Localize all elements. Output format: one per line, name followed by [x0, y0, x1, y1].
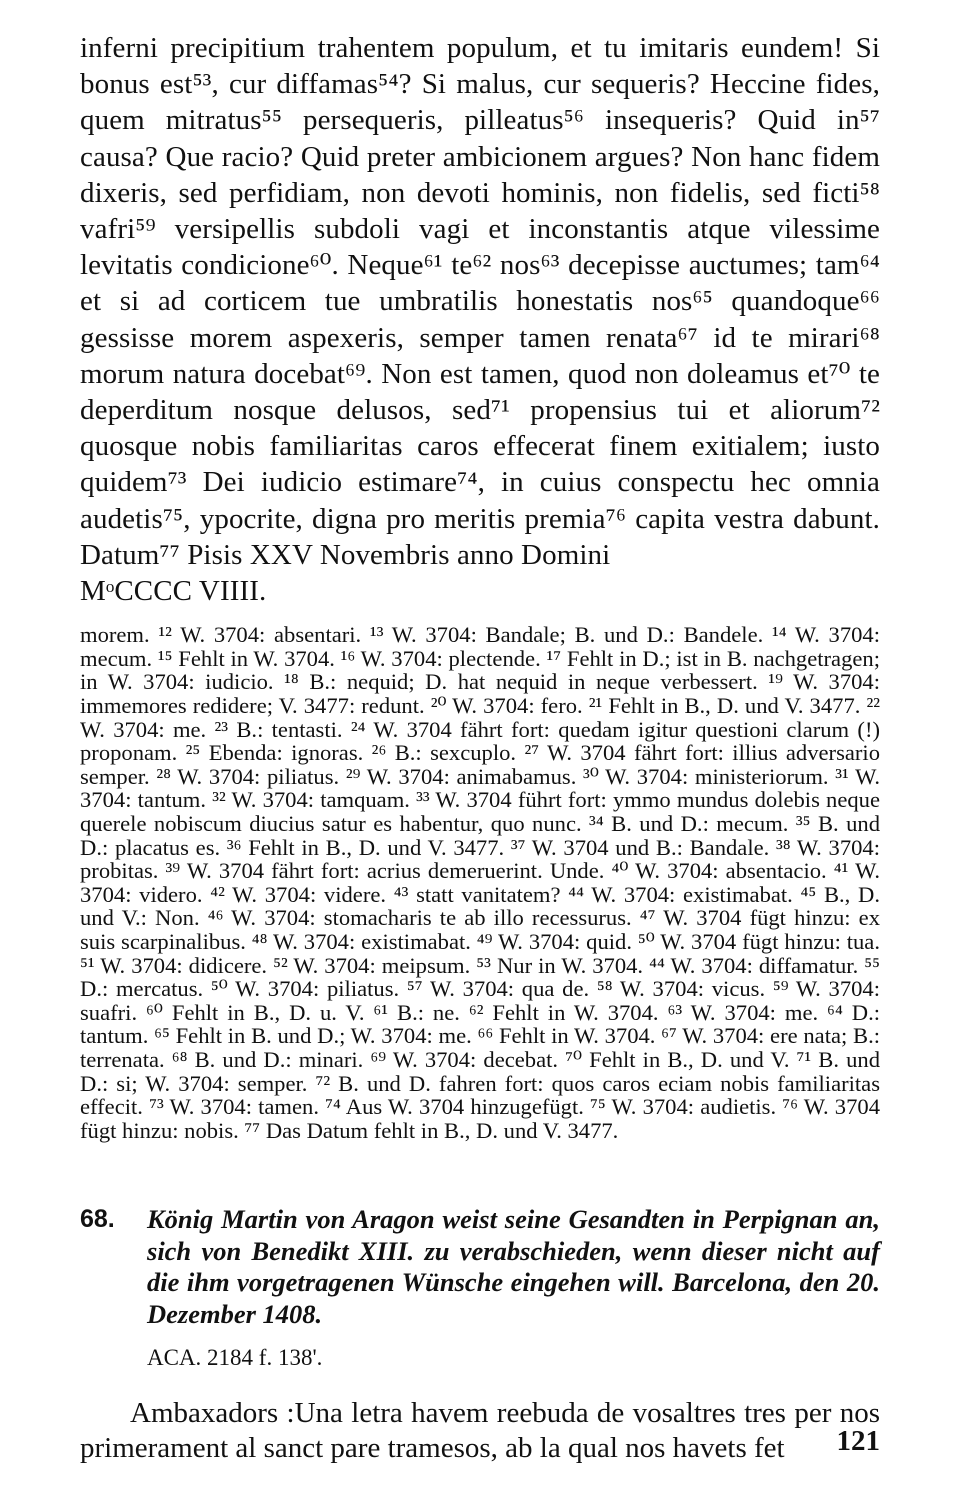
main-text [80, 30, 880, 609]
document-title: König Martin von Aragon weist seine Gesandten in Perpignan an, sich von Benedikt XIII. zu verabschieden, wenn dieser nicht auf die ihm vorgetragenen Wünsche eingehen will. Barcelona, den 20. Dezember 1408. [147, 1204, 880, 1329]
document-body-text: Ambaxadors :Una letra havem reebuda de vosaltres tres per nos primerament al sanct pare tramesos, ab la qual nos havets fet [80, 1397, 880, 1465]
document-number: 68. [80, 1205, 115, 1234]
document-body [80, 1396, 880, 1466]
document-source: ACA. 2184 f. 138'. [147, 1345, 323, 1371]
footnotes-text: morem. ¹² W. 3704: absentari. ¹³ W. 3704: Bandale; B. und D.: Bandele. ¹⁴ W. 3704: mecum. ¹⁵ Fehlt in W. 3704. ¹⁶ W. 3704: plectende. ¹⁷ Fehlt in D.; ist in B. nachgetragen; in W. 3704: iudicio. ¹⁸ B.: nequid; D. hat nequid in neque verbessert. ¹⁹ W. 3704: immemores redidere; V. 3477: redunt. ²⁰ W. 3704: fero. ²¹ Fehlt in B., D. und V. 3477. ²² W. 3704: me. ²³ B.: tentasti. ²⁴ W. 3704 fährt fort: quedam igitur questioni clarum (!) proponam. ²⁵ Ebenda: ignoras. ²⁶ B.: sexcuplo. ²⁷ W. 3704 fährt fort: illius adversario semper. ²⁸ W. 3704: piliatus. ²⁹ W. 3704: animabamus. ³⁰ W. 3704: ministeriorum. ³¹ W. 3704: tantum. ³² W. 3704: tamquam. ³³ W. 3704 führt fort: ymmo mundus dolebis neque querele nobiscum diucius satur es habentur, quo nunc. ³⁴ B. und D.: mecum. ³⁵ B. und D.: placatus es. ³⁶ Fehlt in B., D. und V. 3477. ³⁷ W. 3704 und B.: Bandale. ³⁸ W. 3704: probitas. ³⁹ W. 3704 fährt fort: acrius demeruerint. Unde. ⁴⁰ W. 3704: absentacio. ⁴¹ W. 3704: videro. ⁴² W. 3704: videre. ⁴³ statt vanitatem? ⁴⁴ W. 3704: existimabat. ⁴⁵ B., D. und V.: Non. ⁴⁶ W. 3704: stomacharis te ab illo recessurus. ⁴⁷ W. 3704 fügt hinzu: ex suis scarpinalibus. ⁴⁸ W. 3704: existimabat. ⁴⁹ W. 3704: quid. ⁵⁰ W. 3704 fügt hinzu: tua. ⁵¹ W. 3704: didicere. ⁵² W. 3704: meipsum. ⁵³ Nur in W. 3704. ⁴⁴ W. 3704: diffamatur. ⁵⁵ D.: mercatus. ⁵⁰ W. 3704: piliatus. ⁵⁷ W. 3704: qua de. ⁵⁸ W. 3704: vicus. ⁵⁹ W. 3704: suafri. ⁶⁰ Fehlt in B., D. u. V. ⁶¹ B.: ne. ⁶² Fehlt in W. 3704. ⁶³ W. 3704: me. ⁶⁴ D.: tantum. ⁶⁵ Fehlt in B. und D.; W. 3704: me. ⁶⁶ Fehlt in W. 3704. ⁶⁷ W. 3704: ere nata; B.: terrenata. ⁶⁸ B. und D.: minari. ⁶⁹ W. 3704: decebat. ⁷⁰ Fehlt in B., D. und V. ⁷¹ B. und D.: si; W. 3704: semper. ⁷² B. und D. fahren fort: quos caros eciam nobis familiaritas effecit. ⁷³ W. 3704: tamen. ⁷⁴ Aus W. 3704 hinzugefügt. ⁷⁵ W. 3704: audietis. ⁷⁶ W. 3704 fügt hinzu: nobis. ⁷⁷ Das Datum fehlt in B., D. und V. 3477. [80, 622, 880, 1143]
main-text-paragraph: inferni precipitium trahentem populum, et tu imitaris eundem! Si bonus est⁵³, cur diffamas⁵⁴? Si malus, cur sequeris? Heccine fides, quem mitratus⁵⁵ persequeris, pilleatus⁵⁶ insequeris? Quid in⁵⁷ causa? Que racio? Quid preter ambicionem argues? Non hanc fidem dixeris, sed perfidiam, non devoti hominis, non fidelis, sed ficti⁵⁸ vafri⁵⁹ versipellis subdoli vagi et inconstantis atque vilessime levitatis condicione⁶⁰. Neque⁶¹ te⁶² nos⁶³ decepisse auctumes; tam⁶⁴ et si ad corticem tue umbratilis honestatis nos⁶⁵ quandoque⁶⁶ gessisse morem aspexeris, semper tamen renata⁶⁷ id te mirari⁶⁸ morum natura docebat⁶⁹. Non est tamen, quod non doleamus et⁷⁰ te deperditum nosque delusos, sed⁷¹ propensius tui et aliorum⁷² quosque nobis familiaritas caros effecerat finem exitialem; iusto quidem⁷³ Dei iudicio estimare⁷⁴, in cuius conspectu hec omnia audetis⁷⁵, ypocrite, digna pro meritis premia⁷⁶ capita vestra dabunt. Datum⁷⁷ Pisis XXV Novembris anno Domini [80, 32, 880, 571]
main-text-date-line: MᵒCCCC VIIII. [80, 575, 267, 608]
document-heading [80, 1204, 880, 1330]
page-content [80, 30, 880, 1466]
page-number: 121 [836, 1425, 880, 1457]
footnotes [80, 623, 880, 1142]
